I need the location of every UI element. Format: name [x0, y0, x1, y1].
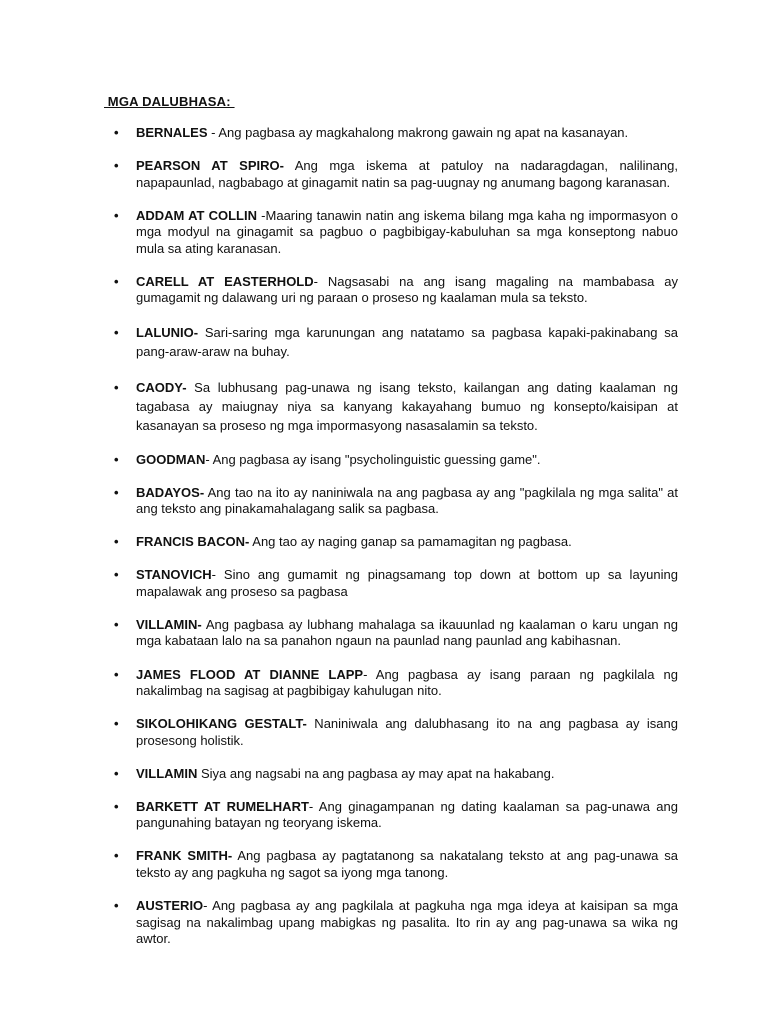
expert-description: - Nagsasabi na ang isang magaling na mambabasa ay gumagamit ng dalawang uri ng paraan o proseso ng kaalaman mula sa teksto. — [136, 273, 678, 306]
expert-name: BERNALES — [136, 125, 208, 140]
bullet-icon: • — [114, 207, 119, 223]
expert-description: Ang tao ay naging ganap sa pamamagitan ng pagbasa. — [249, 534, 572, 550]
list-item — [110, 452, 678, 469]
list-item — [110, 799, 678, 832]
bullet-icon: • — [114, 716, 119, 732]
bullet-icon: • — [114, 765, 119, 781]
expert-name: GOODMAN — [136, 451, 206, 467]
expert-name: STANOVICH — [136, 567, 212, 583]
bullet-icon: • — [114, 848, 119, 864]
expert-name: LALUNIO- — [136, 325, 199, 341]
bullet-icon: • — [114, 273, 119, 289]
list-item — [110, 378, 678, 435]
expert-description: Ang tao na ito ay naniniwala na ang pagbasa ay ang "pagkilala ng mga salita" at ang teksto ang pinakamahalagang salik sa pagbasa. — [136, 484, 678, 517]
expert-name: CARELL AT EASTERHOLD — [136, 273, 314, 289]
list-item — [110, 567, 678, 600]
expert-description: Ang pagbasa ay lubhang mahalaga sa ikauunlad ng kaalaman o karu ungan ng mga kabataan lalo na sa panahon ngaun na paunlad nang paunlad ang kabihasnan. — [136, 616, 678, 649]
expert-name: FRANK SMITH- — [136, 848, 233, 864]
bullet-icon: • — [114, 567, 119, 583]
list-item — [110, 848, 678, 881]
list-item — [110, 766, 678, 783]
expert-description: - Ang pagbasa ay magkahalong makrong gawain ng apat na kasanayan. — [207, 125, 629, 140]
bullet-icon: • — [114, 898, 119, 913]
expert-description: Ang mga iskema at patuloy na nadaragdagan, nalilinang, napapaunlad, nagbabago at ginagamit natin sa pag-uugnay ng anumang bagong karanasan. — [136, 158, 678, 190]
list-item — [110, 125, 678, 142]
expert-name: CAODY- — [136, 379, 187, 395]
bullet-icon: • — [114, 666, 119, 682]
expert-description: Sa lubhusang pag-unawa ng isang teksto, kailangan ang dating kaalaman ng tagabasa ay maiugnay niya sa kanyang kakayahang bumuo ng konsepto/kaisipan at kasanayan sa proseso ng mga impormasyong nasasalamin sa teksto. — [136, 379, 678, 433]
list-item — [110, 323, 678, 361]
list-item — [110, 158, 678, 191]
expert-name: ADDAM AT COLLIN — [136, 207, 257, 223]
bullet-icon: • — [114, 451, 119, 467]
list-item — [110, 208, 678, 258]
expert-name: VILLAMIN — [136, 765, 198, 781]
expert-name: SIKOLOHIKANG GESTALT- — [136, 716, 307, 732]
expert-description: - Sino ang gumamit ng pinagsamang top down at bottom up sa layuning mapalawak ang proseso sa pagbasa — [136, 567, 678, 599]
expert-name: BARKETT AT RUMELHART — [136, 798, 309, 814]
expert-name: VILLAMIN- — [136, 616, 202, 632]
expert-description: - Ang ginagampanan ng dating kaalaman sa pag-unawa ang pangunahing batayan ng teoryang iskema. — [136, 798, 678, 831]
expert-name: JAMES FLOOD AT DIANNE LAPP — [136, 666, 364, 682]
list-item — [110, 716, 678, 749]
bullet-icon: • — [114, 325, 119, 341]
expert-description: Naniniwala ang dalubhasang ito na ang pagbasa ay isang prosesong holistik. — [136, 716, 678, 748]
bullet-icon: • — [114, 125, 119, 140]
bullet-icon: • — [114, 798, 119, 814]
list-item — [110, 617, 678, 650]
bullet-icon: • — [114, 379, 119, 395]
expert-description: Siya ang nagsabi na ang pagbasa ay may apat na hakabang. — [197, 765, 555, 781]
bullet-icon: • — [114, 158, 119, 174]
list-item — [110, 485, 678, 518]
list-item — [110, 274, 678, 307]
expert-description: - Ang pagbasa ay ang pagkilala at pagkuha nga mga ideya at kaisipan sa mga sagisag na nakalimbag upang mabigkas ng pasalita. Ito rin ay ang pag-unawa sa wika ng awtor. — [136, 898, 678, 946]
experts-list — [110, 125, 678, 964]
expert-name: AUSTERIO — [136, 898, 204, 913]
expert-description: - Ang pagbasa ay isang paraan ng pagkilala ng nakalimbag na sagisag at pagbibigay kahulugan nito. — [136, 666, 678, 699]
expert-name: PEARSON AT SPIRO- — [136, 158, 284, 174]
expert-name: FRANCIS BACON- — [136, 534, 250, 550]
expert-description: -Maaring tanawin natin ang iskema bilang mga kaha ng impormasyon o mga modyul na ginagamit sa pagbuo o pagbibigay-kabuluhan sa mga konseptong nabuo mula sa ating karanasan. — [136, 207, 678, 256]
expert-description: - Ang pagbasa ay isang "psycholinguistic guessing game". — [205, 451, 541, 467]
bullet-icon: • — [114, 616, 119, 632]
bullet-icon: • — [114, 534, 119, 550]
expert-name: BADAYOS- — [136, 484, 205, 500]
list-item — [110, 898, 678, 948]
expert-description: Ang pagbasa ay pagtatanong sa nakatalang teksto at ang pag-unawa sa teksto ay ang pagkuha ng sagot sa iyong mga tanong. — [136, 848, 678, 880]
list-item — [110, 534, 678, 551]
list-item — [110, 667, 678, 700]
bullet-icon: • — [114, 484, 119, 500]
expert-description: Sari-saring mga karunungan ang natatamo sa pagbasa kapaki-pakinabang sa pang-araw-araw na buhay. — [136, 325, 678, 360]
page-heading: MGA DALUBHASA: — [104, 94, 235, 109]
